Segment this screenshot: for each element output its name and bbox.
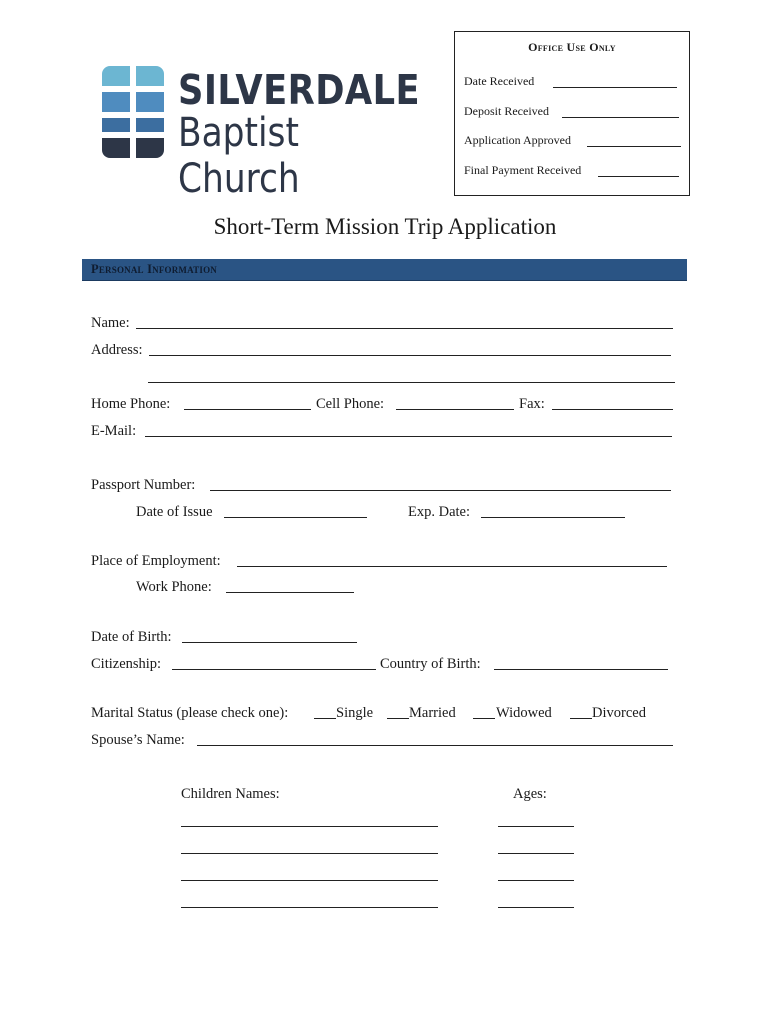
name-field[interactable] [136, 328, 673, 329]
home-phone-label: Home Phone: [91, 396, 171, 412]
marital-single-label: Single [336, 705, 374, 721]
date-of-issue-label: Date of Issue [136, 504, 213, 520]
office-deposit-received-line[interactable] [562, 117, 679, 118]
passport-label: Passport Number: [91, 477, 196, 493]
office-application-approved: Application Approved [464, 133, 571, 147]
cell-phone-field[interactable] [396, 409, 514, 410]
children-names-label: Children Names: [181, 786, 280, 802]
marital-status-label: Marital Status (please check one): [91, 705, 289, 721]
office-date-received-line[interactable] [553, 87, 677, 88]
ages-label: Ages: [513, 786, 547, 802]
marital-divorced-label: Divorced [592, 705, 646, 721]
email-field[interactable] [145, 436, 672, 437]
logo-text-silverdale: SILVERDALE [178, 66, 421, 114]
country-of-birth-label: Country of Birth: [380, 656, 481, 672]
dob-label: Date of Birth: [91, 629, 172, 645]
dob-field[interactable] [182, 642, 357, 643]
church-logo [102, 66, 421, 202]
fax-label: Fax: [519, 396, 545, 412]
marital-married-label: Married [409, 705, 456, 721]
section-header-personal-information [82, 259, 687, 281]
section-header-label: Personal Information [91, 262, 217, 276]
office-deposit-received: Deposit Received [464, 104, 549, 118]
name-label: Name: [91, 315, 130, 331]
marital-single-checkbox[interactable] [314, 718, 336, 719]
child-name-field[interactable] [181, 853, 438, 854]
marital-married-checkbox[interactable] [387, 718, 409, 719]
office-final-payment: Final Payment Received [464, 163, 582, 177]
address-field-line2[interactable] [148, 382, 675, 383]
employment-label: Place of Employment: [91, 553, 221, 569]
citizenship-field[interactable] [172, 669, 376, 670]
office-date-received: Date Received [464, 74, 535, 88]
child-name-field[interactable] [181, 907, 438, 908]
marital-widowed-checkbox[interactable] [473, 718, 495, 719]
child-name-field[interactable] [181, 826, 438, 827]
office-use-box [454, 31, 690, 196]
work-phone-label: Work Phone: [136, 579, 212, 595]
home-phone-field[interactable] [184, 409, 311, 410]
logo-mark-icon [102, 66, 164, 158]
spouse-name-label: Spouse’s Name: [91, 732, 185, 748]
child-age-field[interactable] [498, 880, 574, 881]
child-age-field[interactable] [498, 826, 574, 827]
address-label: Address: [91, 342, 143, 358]
page-title: Short-Term Mission Trip Application [213, 214, 557, 239]
email-label: E-Mail: [91, 423, 137, 439]
passport-field[interactable] [210, 490, 671, 491]
child-age-field[interactable] [498, 853, 574, 854]
cell-phone-label: Cell Phone: [316, 396, 385, 412]
spouse-name-field[interactable] [197, 745, 673, 746]
work-phone-field[interactable] [226, 592, 354, 593]
child-name-field[interactable] [181, 880, 438, 881]
exp-date-label: Exp. Date: [408, 504, 471, 520]
child-age-field[interactable] [498, 907, 574, 908]
employment-field[interactable] [237, 566, 667, 567]
office-use-title: Office Use Only [528, 40, 616, 54]
office-application-approved-line[interactable] [587, 146, 681, 147]
country-of-birth-field[interactable] [494, 669, 668, 670]
logo-text-baptist-church: Baptist Church [178, 110, 300, 202]
exp-date-field[interactable] [481, 517, 625, 518]
office-final-payment-line[interactable] [598, 176, 679, 177]
date-of-issue-field[interactable] [224, 517, 367, 518]
citizenship-label: Citizenship: [91, 656, 162, 672]
fax-field[interactable] [552, 409, 673, 410]
marital-divorced-checkbox[interactable] [570, 718, 592, 719]
address-field-line1[interactable] [149, 355, 671, 356]
marital-widowed-label: Widowed [496, 705, 552, 721]
